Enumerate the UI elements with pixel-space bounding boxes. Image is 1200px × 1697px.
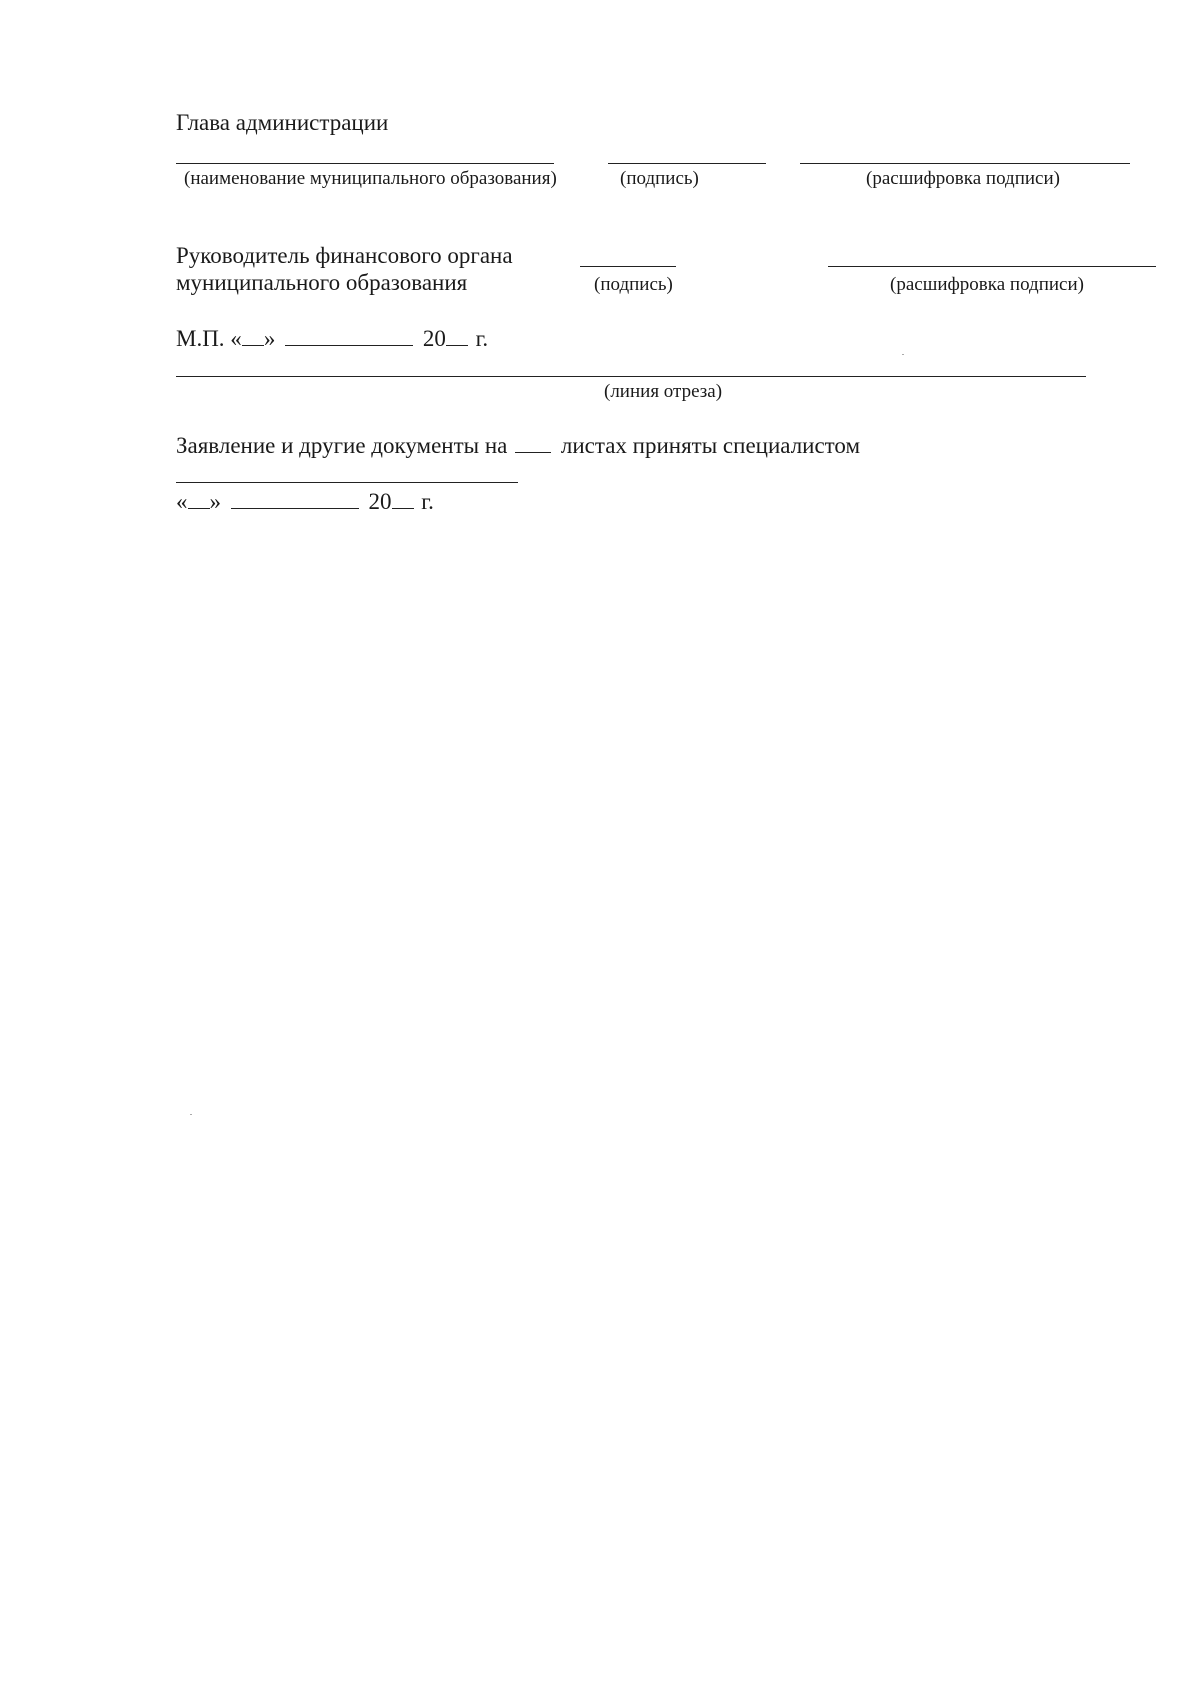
municipality-name-line[interactable] — [176, 163, 554, 164]
head-decryption-line[interactable] — [800, 163, 1130, 164]
stamp-year-prefix: 20 — [422, 326, 446, 351]
receipt-text-part2: листах приняты специалистом — [560, 433, 861, 458]
specialist-name-line[interactable] — [176, 482, 518, 483]
receipt-date-open: « — [176, 489, 188, 514]
receipt-date-line — [176, 490, 434, 513]
stamp-year-blank[interactable] — [446, 344, 468, 346]
head-title: Глава администрации — [176, 110, 389, 135]
stamp-month-blank[interactable] — [285, 344, 413, 346]
receipt-date-close: » — [209, 489, 221, 514]
receipt-day-blank[interactable] — [188, 507, 210, 509]
head-decryption-caption: (расшифровка подписи) — [866, 168, 1060, 189]
receipt-month-blank[interactable] — [231, 507, 359, 509]
stamp-year-suffix: г. — [475, 326, 489, 351]
stamp-quote-close: » — [263, 326, 276, 351]
receipt-year-suffix: г. — [421, 489, 434, 514]
receipt-statement — [176, 434, 860, 457]
cut-line-caption: (линия отреза) — [604, 381, 723, 402]
stamp-day-blank[interactable] — [242, 344, 264, 346]
finance-title-line1: Руководитель финансового органа — [176, 243, 513, 268]
cut-line — [176, 376, 1086, 377]
receipt-year-blank[interactable] — [392, 507, 414, 509]
stamp-prefix: М.П. « — [176, 326, 242, 351]
finance-signature-caption: (подпись) — [594, 274, 673, 295]
finance-decryption-caption: (расшифровка подписи) — [890, 274, 1084, 295]
receipt-year-prefix: 20 — [368, 489, 392, 514]
receipt-sheets-blank[interactable] — [515, 451, 551, 453]
municipality-name-caption: (наименование муниципального образования) — [184, 168, 557, 189]
receipt-text-part1: Заявление и другие документы на — [176, 433, 508, 458]
scan-speck — [902, 354, 904, 355]
finance-signature-line[interactable] — [580, 266, 676, 267]
head-signature-caption: (подпись) — [620, 168, 699, 189]
scan-speck — [190, 1114, 192, 1115]
stamp-date-line — [176, 327, 488, 350]
finance-decryption-line[interactable] — [828, 266, 1156, 267]
finance-title-line2: муниципального образования — [176, 270, 468, 295]
head-signature-line[interactable] — [608, 163, 766, 164]
